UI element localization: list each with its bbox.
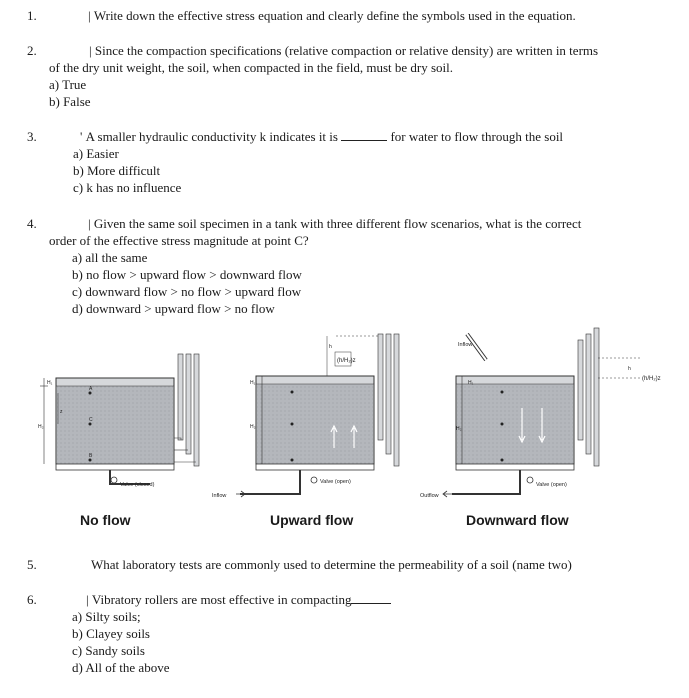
point-c-label: C [89, 417, 93, 423]
label-upward-flow: Upward flow [270, 512, 354, 528]
question-2-number: 2. [27, 43, 37, 58]
question-4-text-line2: order of the effective stress magnitude at point C? [49, 233, 309, 248]
question-1-text: | Write down the effective stress equation and clearly define the symbols used in the equation. [88, 8, 576, 23]
upward-gradient-label: (h/H₂)z [337, 358, 356, 364]
z-label: z [60, 409, 63, 415]
label-no-flow: No flow [80, 512, 131, 528]
point-a-label: A [89, 386, 93, 392]
question-3-option-c[interactable]: c) k has no influence [73, 180, 182, 195]
downward-gradient-label: (h/H₂)z [642, 376, 661, 382]
question-6-blank[interactable] [351, 593, 391, 604]
upward-h2-label: H₂ [250, 424, 256, 430]
question-4-text-line1: | Given the same soil specimen in a tank with three different flow scenarios, what is the correct [88, 216, 582, 231]
question-3-option-a[interactable]: a) Easier [73, 146, 119, 161]
question-3-number: 3. [27, 129, 37, 144]
label-downward-flow: Downward flow [466, 512, 569, 528]
upward-inflow-label: Inflow [212, 493, 227, 499]
upward-h-label: h [329, 344, 332, 350]
upward-h1-label: H₁ [250, 380, 256, 386]
upward-valve-label: Valve (open) [320, 479, 351, 485]
downward-h-label: h [628, 366, 631, 372]
question-5-number: 5. [27, 557, 37, 572]
downward-inflow-label: Inflow [458, 342, 473, 348]
question-6-option-d[interactable]: d) All of the above [72, 660, 170, 675]
tank-downward-flow [420, 328, 661, 499]
downward-outflow-label: Outflow [420, 493, 439, 499]
h2-label: H₂ [38, 424, 44, 430]
h1-label: H₁ [47, 380, 53, 386]
question-4-number: 4. [27, 216, 37, 231]
downward-h2-label: H₂ [456, 426, 462, 432]
question-3-text: ' A smaller hydraulic conductivity k indicates it is for water to flow through the soil [80, 129, 564, 144]
question-3-option-b[interactable]: b) More difficult [73, 163, 161, 178]
soil-specimen [57, 386, 173, 464]
question-6-option-b[interactable]: b) Clayey soils [72, 626, 150, 641]
question-4-option-b[interactable]: b) no flow > upward flow > downward flow [72, 267, 302, 282]
question-4-option-a[interactable]: a) all the same [72, 250, 148, 265]
tank-no-flow [38, 354, 199, 488]
question-2-text-line2: of the dry unit weight, the soil, when compacted in the field, must be dry soil. [49, 60, 454, 75]
question-5-text: What laboratory tests are commonly used to determine the permeability of a soil (name two) [91, 557, 572, 572]
question-2-text-line1: | Since the compaction specifications (relative compaction or relative density) are written in terms [89, 43, 599, 58]
question-2-option-a[interactable]: a) True [49, 77, 87, 92]
downward-h1-label: H₁ [468, 380, 474, 386]
question-4-option-d[interactable]: d) downward > upward flow > no flow [72, 301, 275, 316]
tank-upward-flow [212, 334, 399, 499]
question-6-option-c[interactable]: c) Sandy soils [72, 643, 145, 658]
question-3-blank[interactable] [341, 130, 387, 141]
downward-valve-label: Valve (open) [536, 482, 567, 488]
point-b-label: B [89, 453, 93, 459]
valve-closed-label: Valve (closed) [120, 482, 155, 488]
question-2-option-b[interactable]: b) False [49, 94, 91, 109]
question-6-number: 6. [27, 592, 37, 607]
flow-diagrams [0, 318, 689, 518]
question-1-number: 1. [27, 8, 37, 23]
question-6-text: | Vibratory rollers are most effective in compacting [86, 592, 391, 608]
question-6-option-a[interactable]: a) Silty soils; [72, 609, 141, 624]
question-4-option-c[interactable]: c) downward flow > no flow > upward flow [72, 284, 302, 299]
